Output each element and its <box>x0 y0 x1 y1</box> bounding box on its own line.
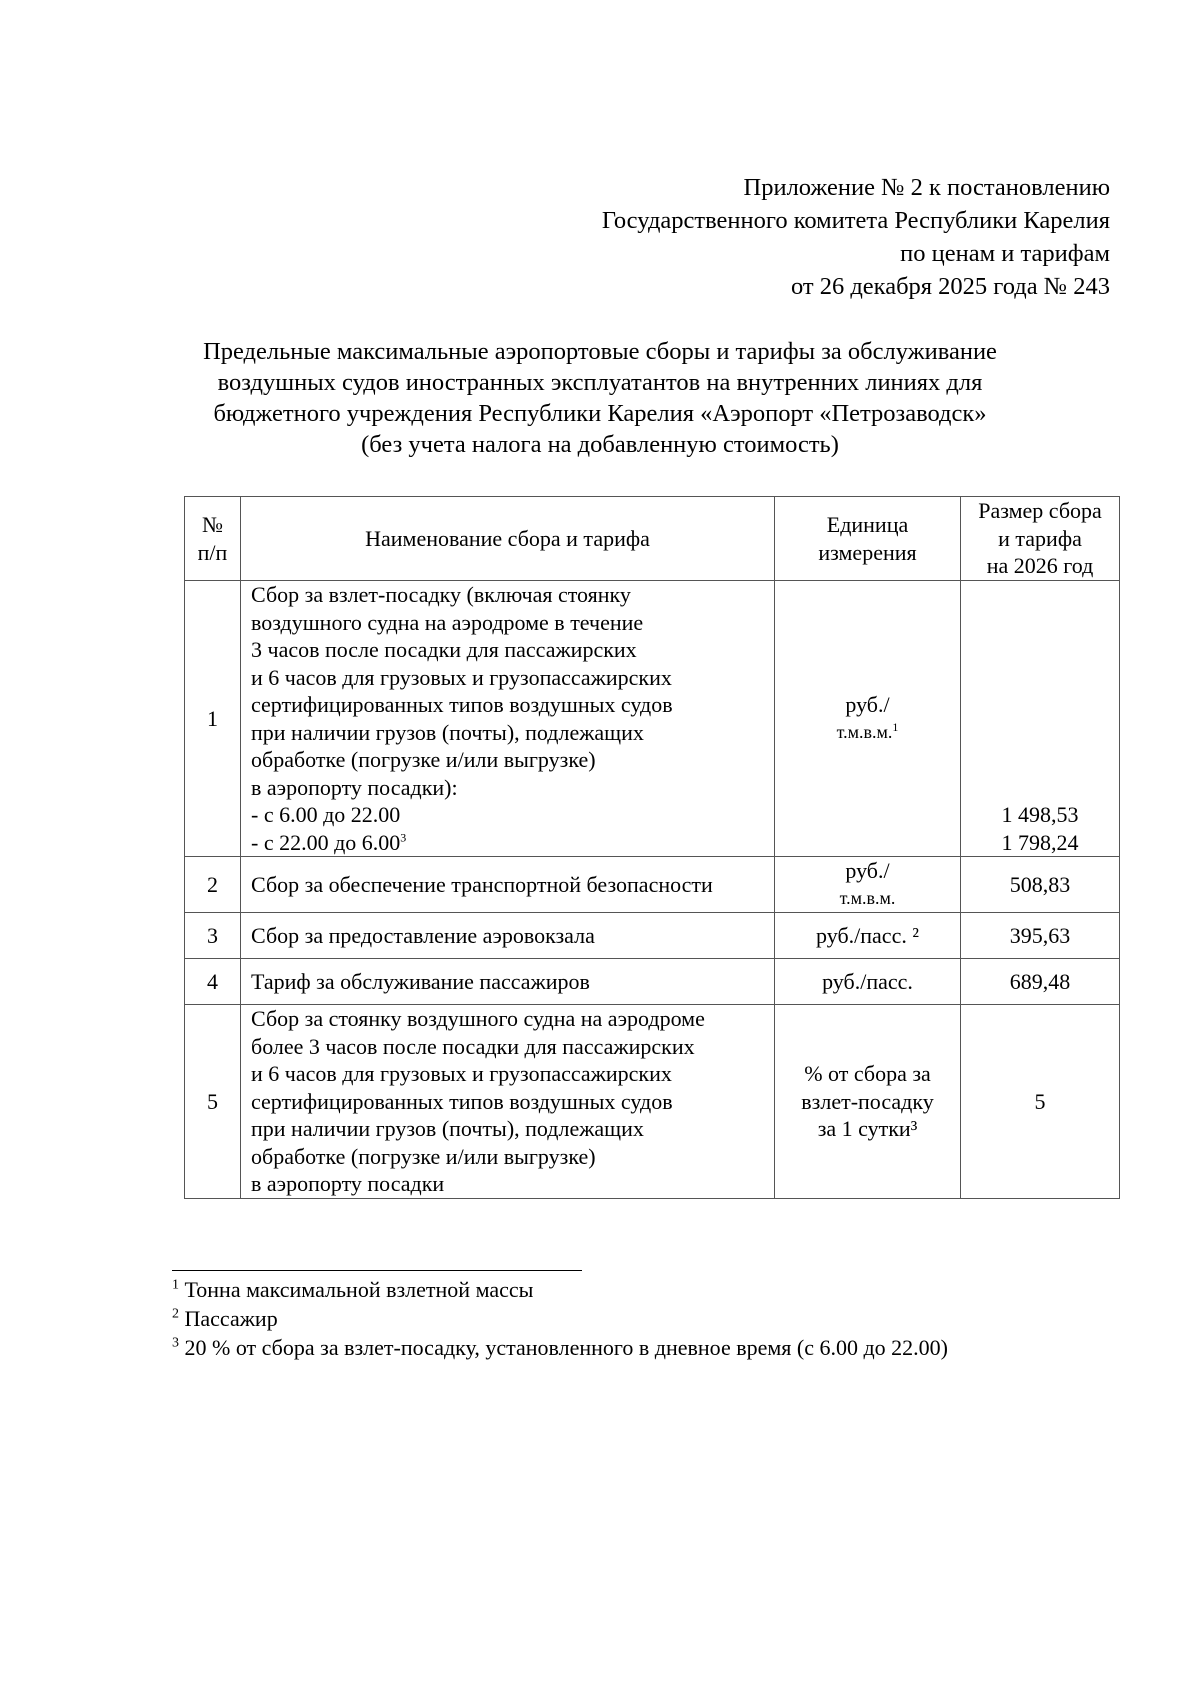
footnote <box>172 1304 948 1333</box>
title-line: Предельные максимальные аэропортовые сборы и тарифы за обслуживание <box>203 338 997 365</box>
row-unit: руб./ т.м.в.м.$^1$ <box>775 581 961 857</box>
row-number: 3 <box>185 913 241 959</box>
row-name: Тариф за обслуживание пассажиров <box>241 959 775 1005</box>
appendix-line: от 26 декабря 2025 года № 243 <box>790 273 1110 300</box>
appendix-line: Государственного комитета Республики Карелия <box>601 207 1110 234</box>
footnote-divider <box>172 1270 582 1271</box>
row-number: 1 <box>185 581 241 857</box>
footnote-mark: 1 <box>172 1277 179 1293</box>
footnotes <box>172 1270 948 1362</box>
header-unit: Единица измерения <box>775 497 961 581</box>
appendix-line: по ценам и тарифам <box>900 240 1110 267</box>
row-value: 1 498,53 1 798,24 <box>961 581 1120 857</box>
footnote <box>172 1275 948 1304</box>
footnote-text: 20 % от сбора за взлет-посадку, установленного в дневное время (с 6.00 до 22.00) <box>184 1335 949 1360</box>
appendix-header <box>602 171 1110 303</box>
header-num: № п/п <box>185 497 241 581</box>
table-row <box>185 913 1120 959</box>
title-line: (без учета налога на добавленную стоимость) <box>361 431 839 458</box>
title-line: воздушных судов иностранных эксплуатантов на внутренних линиях для <box>217 369 983 396</box>
row-name: Сбор за взлет-посадку (включая стоянку воздушного судна на аэродроме в течение 3 часов после посадки для пассажирских и 6 часов для грузовых и грузопассажирских сертифицированных типов воздушных судов при наличии грузов (почты), подлежащих обработке (погрузке и/или выгрузке) в аэропорту посадки): - с 6.00 до 22.00 - с 22.00 до 6.00$^3$ <box>241 581 775 857</box>
row-number: 5 <box>185 1005 241 1199</box>
row-unit: руб./пасс. <box>775 959 961 1005</box>
row-number: 2 <box>185 857 241 913</box>
row-value: 508,83 <box>961 857 1120 913</box>
table-row <box>185 857 1120 913</box>
row-value: 689,48 <box>961 959 1120 1005</box>
row-value: 5 <box>961 1005 1120 1199</box>
footnote-ref: 3 <box>400 830 407 845</box>
footnote-ref: 1 <box>892 719 899 734</box>
footnote-text: Тонна максимальной взлетной массы <box>184 1277 534 1302</box>
row-number: 4 <box>185 959 241 1005</box>
table-header-row <box>185 497 1120 581</box>
document-title <box>0 336 1200 460</box>
row-name: Сбор за обеспечение транспортной безопасности <box>241 857 775 913</box>
row-unit: % от сбора за взлет-посадку за 1 сутки³ <box>775 1005 961 1199</box>
row-name: Сбор за стоянку воздушного судна на аэродроме более 3 часов после посадки для пассажирских и 6 часов для грузовых и грузопассажирских сертифицированных типов воздушных судов при наличии грузов (почты), подлежащих обработке (погрузке и/или выгрузке) в аэропорту посадки <box>241 1005 775 1199</box>
row-value: 395,63 <box>961 913 1120 959</box>
header-value: Размер сбора и тарифа на 2026 год <box>961 497 1120 581</box>
footnote-mark: 2 <box>172 1306 179 1322</box>
table-row <box>185 581 1120 857</box>
footnote-text: Пассажир <box>184 1306 278 1331</box>
title-line: бюджетного учреждения Республики Карелия «Аэропорт «Петрозаводск» <box>213 400 987 427</box>
tariff-table <box>184 496 1120 1199</box>
appendix-line: Приложение № 2 к постановлению <box>743 174 1110 201</box>
row-unit: руб./пасс. ² <box>775 913 961 959</box>
table-row <box>185 1005 1120 1199</box>
table-row <box>185 959 1120 1005</box>
row-unit: руб./ т.м.в.м. <box>775 857 961 913</box>
row-name: Сбор за предоставление аэровокзала <box>241 913 775 959</box>
footnote <box>172 1333 948 1362</box>
header-name: Наименование сбора и тарифа <box>241 497 775 581</box>
footnote-mark: 3 <box>172 1335 179 1351</box>
